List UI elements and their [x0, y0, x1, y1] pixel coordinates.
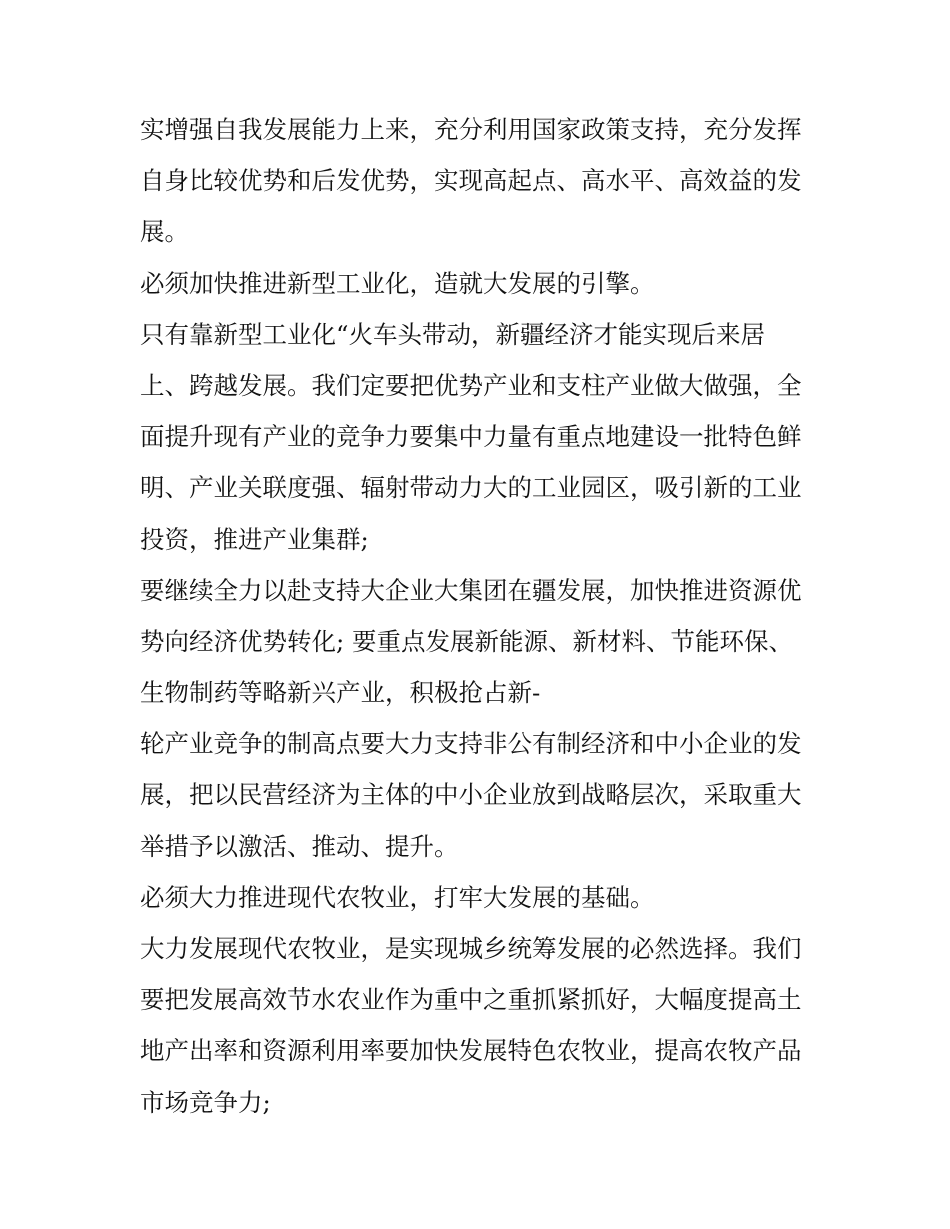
text-line: 市场竞争力; [140, 1087, 271, 1117]
text-line: 自身比较优势和后发优势，实现高起点、高水平、高效益的发 [140, 166, 802, 196]
text-line: 生物制药等略新兴产业，积极抢占新- [140, 678, 541, 708]
text-line: 轮产业竞争的制高点要大力支持非公有制经济和中小企业的发 [140, 729, 802, 759]
text-line: 势向经济优势转化; 要重点发展新能源、新材料、节能环保、 [140, 626, 794, 656]
text-line: 要把发展高效节水农业作为重中之重抓紧抓好，大幅度提高土 [140, 985, 802, 1015]
text-line: 实增强自我发展能力上来，充分利用国家政策支持，充分发挥 [140, 115, 802, 144]
text-line: 必须加快推进新型工业化，造就大发展的引擎。 [140, 268, 655, 298]
text-line: 展。 [140, 217, 189, 247]
text-line: 要继续全力以赴支持大企业大集团在疆发展，加快推进资源优 [140, 575, 802, 605]
text-line: 举措予以激活、推动、提升。 [140, 831, 459, 861]
body-text [140, 108, 820, 1132]
text-line: 面提升现有产业的竞争力要集中力量有重点地建设一批特色鲜 [140, 422, 802, 452]
text-line: 必须大力推进现代农牧业，打牢大发展的基础。 [140, 882, 655, 912]
text-line: 大力发展现代农牧业，是实现城乡统筹发展的必然选择。我们 [140, 934, 802, 963]
text-line: 地产出率和资源利用率要加快发展特色农牧业，提高农牧产品 [140, 1036, 802, 1066]
text-line: 明、产业关联度强、辐射带动力大的工业园区，吸引新的工业 [140, 473, 802, 503]
text-line: 上、跨越发展。我们定要把优势产业和支柱产业做大做强，全 [140, 370, 802, 400]
text-line: 展，把以民营经济为主体的中小企业放到战略层次，采取重大 [140, 780, 802, 810]
text-line: 投资，推进产业集群; [140, 524, 369, 554]
text-line: 只有靠新型工业化“火车头带动，新疆经济才能实现后来居 [140, 319, 766, 349]
